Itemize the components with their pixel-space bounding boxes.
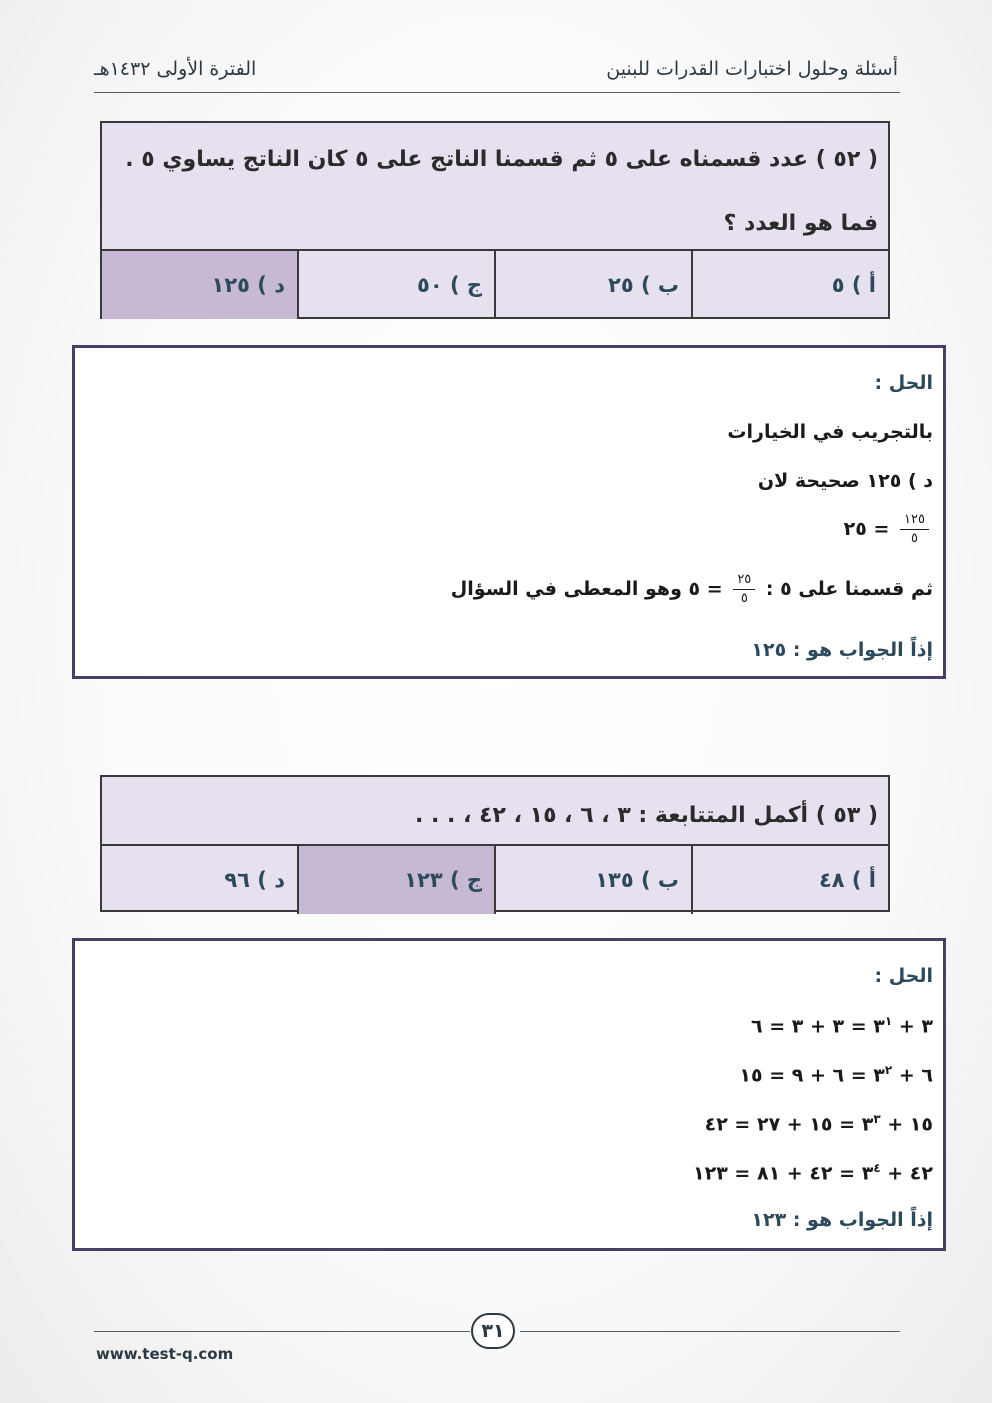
step-3-exponent: ٣ — [873, 1112, 881, 1126]
question-53-line1: ( ٥٣ ) أكمل المتتابعة : ٣ ، ٦ ، ١٥ ، ٤٢ ، . . . — [415, 803, 878, 828]
solution-52-fraction-line — [844, 511, 933, 548]
step-1-exponent: ١ — [884, 1014, 893, 1028]
solution-52-box — [72, 345, 946, 679]
solution-52-answer: إذاً الجواب هو : ١٢٥ — [751, 639, 933, 661]
step-2-result: = ٦ + ٩ = ١٥ — [739, 1064, 867, 1087]
fraction-125-over-5 — [900, 511, 929, 548]
step-1-base: ٣ + ٣ — [873, 1015, 933, 1038]
question-53-box — [100, 775, 890, 912]
option-b[interactable]: ب ) ١٣٥ — [494, 846, 691, 914]
step-1-result: = ٣ + ٣ = ٦ — [750, 1015, 867, 1038]
fraction-numerator: ١٢٥ — [900, 511, 929, 530]
header-divider — [94, 92, 900, 93]
step-3-result: = ١٥ + ٢٧ = ٤٢ — [704, 1113, 856, 1136]
option-a[interactable]: أ ) ٤٨ — [691, 846, 888, 914]
footer-divider-right — [520, 1331, 900, 1332]
option-a[interactable]: أ ) ٥ — [691, 251, 888, 319]
period-label: الفترة الأولى ١٤٣٢هـ — [94, 58, 257, 80]
footer-divider-left — [94, 1331, 470, 1332]
solution-53-title: الحل : — [874, 965, 933, 987]
website-link[interactable]: www.test-q.com — [96, 1345, 234, 1363]
option-b[interactable]: ب ) ٢٥ — [494, 251, 691, 319]
option-c[interactable]: ج ) ٥٠ — [297, 251, 494, 319]
question-53-text — [102, 777, 888, 844]
option-d-correct[interactable]: د ) ١٢٥ — [102, 251, 297, 319]
question-52-box — [100, 121, 890, 319]
question-52-options — [102, 249, 888, 319]
question-52-line1: ( ٥٢ ) عدد قسمناه على ٥ ثم قسمنا الناتج على ٥ كان الناتج يساوي ٥ . — [125, 147, 878, 172]
step-3 — [705, 1112, 933, 1135]
step-4 — [693, 1161, 933, 1184]
page-number: ٣١ — [471, 1313, 515, 1349]
fraction-denominator: ٥ — [740, 591, 748, 606]
book-title: أسئلة وحلول اختبارات القدرات للبنين — [606, 58, 898, 80]
fraction-result: = ٢٥ — [843, 518, 890, 540]
divide-again-text: ثم قسمنا على ٥ : — [765, 578, 933, 600]
solution-52-line1: بالتجريب في الخيارات — [727, 421, 933, 443]
solution-52-title: الحل : — [874, 372, 933, 394]
question-52-text — [102, 123, 888, 249]
fraction-numerator: ٢٥ — [733, 571, 755, 590]
step-4-result: = ٤٢ + ٨١ = ١٢٣ — [693, 1162, 856, 1185]
step-2-base: ٦ + ٣ — [873, 1064, 933, 1087]
given-value-text: = ٥ وهو المعطى في السؤال — [450, 578, 723, 600]
step-2 — [739, 1063, 933, 1086]
step-4-base: ٤٢ + ٣ — [861, 1162, 933, 1185]
question-53-options — [102, 844, 888, 914]
step-4-exponent: ٤ — [873, 1161, 881, 1175]
fraction-denominator: ٥ — [911, 531, 919, 546]
option-c-correct[interactable]: ج ) ١٢٣ — [297, 846, 494, 914]
solution-53-answer: إذاً الجواب هو : ١٢٣ — [751, 1209, 933, 1231]
solution-52-line4 — [451, 571, 933, 608]
step-3-base: ١٥ + ٣ — [861, 1113, 933, 1136]
step-2-exponent: ٢ — [884, 1063, 893, 1077]
solution-53-box — [72, 938, 946, 1251]
solution-52-line2: د ) ١٢٥ صحيحة لان — [757, 470, 933, 492]
question-52-line2: فما هو العدد ؟ — [723, 211, 878, 236]
fraction-25-over-5 — [733, 571, 755, 608]
option-d[interactable]: د ) ٩٦ — [224, 868, 285, 892]
step-1 — [751, 1014, 933, 1037]
